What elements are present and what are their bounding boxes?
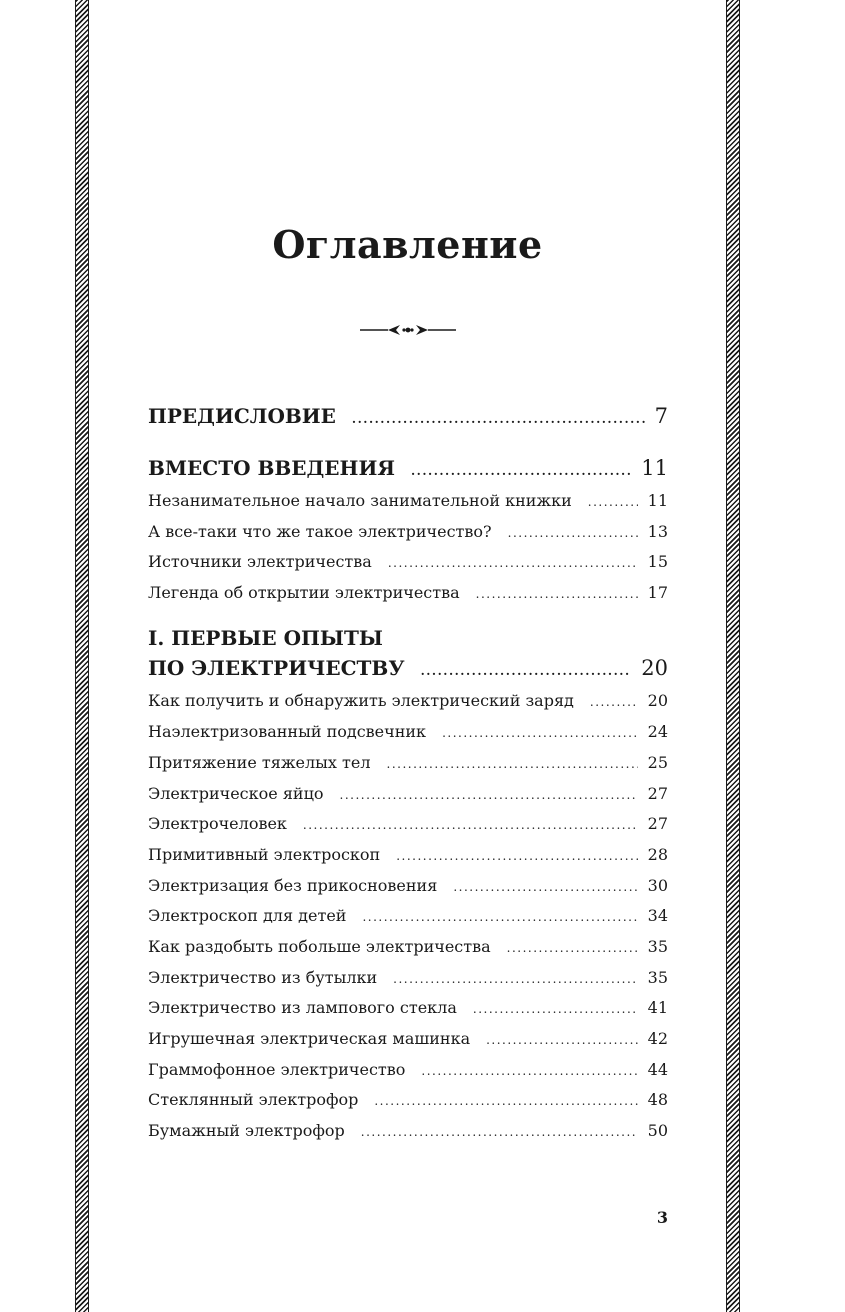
toc-entry-page: 48 [647,1090,668,1109]
dot-leader [476,587,638,601]
toc-entry-label: Электризация без прикосновения [148,876,438,895]
toc-entry[interactable] [148,522,668,541]
toc-entry-page: 35 [647,968,668,987]
toc-entry-page: 11 [647,491,668,510]
toc-entry[interactable] [148,583,668,602]
dot-leader [374,1094,637,1108]
toc-section-label-line1: I. ПЕРВЫЕ ОПЫТЫ [148,626,383,650]
toc-entry-label: Незанимательное начало занимательной книжки [148,491,572,510]
toc-entry-label: Электричество из лампового стекла [148,998,457,1017]
dot-leader [362,910,637,924]
toc-entry-label: А все-таки что же такое электричество? [148,522,492,541]
toc-entry[interactable] [148,1029,668,1048]
dot-leader [361,1125,638,1139]
dot-leader [508,526,638,540]
toc-entry[interactable] [148,906,668,925]
dot-leader [442,726,638,740]
toc-entry-label: Электрочеловек [148,814,287,833]
toc-section-page: 7 [654,404,668,428]
toc-section-introduction[interactable] [148,456,668,480]
toc-entry-page: 35 [647,937,668,956]
toc-entry-label: Граммофонное электричество [148,1060,406,1079]
toc-entry-page: 42 [647,1029,668,1048]
toc-entry-page: 30 [647,876,668,895]
toc-entry-label: Наэлектризованный подсвечник [148,722,427,741]
toc-entry[interactable] [148,998,668,1017]
dot-leader [507,941,638,955]
toc-entry[interactable] [148,1121,668,1140]
toc-entry[interactable] [148,1060,668,1079]
toc-entry[interactable] [148,1090,668,1109]
dot-leader [340,788,638,802]
toc-entry-page: 17 [647,583,668,602]
dot-leader [387,757,638,771]
toc-section-label: ПО ЭЛЕКТРИЧЕСТВУ [148,656,405,680]
toc-entry-page: 44 [647,1060,668,1079]
dot-leader [396,849,637,863]
toc-entry-label: Электричество из бутылки [148,968,378,987]
toc-entry-page: 41 [647,998,668,1017]
toc-entry-page: 15 [647,552,668,571]
toc-entry-label: Электроскоп для детей [148,906,347,925]
toc-entry[interactable] [148,552,668,571]
dot-leader [411,464,631,478]
ornament-divider-icon [360,322,456,338]
toc-entry[interactable] [148,814,668,833]
toc-section-label: ПРЕДИСЛОВИЕ [148,404,336,428]
toc-entry-page: 20 [647,691,668,710]
dot-leader [421,1064,637,1078]
dot-leader [453,880,637,894]
dot-leader [590,695,638,709]
toc-section-page: 20 [641,656,668,680]
toc-section-preface[interactable] [148,404,668,428]
dot-leader [388,556,638,570]
dot-leader [352,412,645,426]
toc-entry-page: 34 [647,906,668,925]
toc-entry-label: Стеклянный электрофор [148,1090,359,1109]
toc-entry-page: 25 [647,753,668,772]
toc-entry[interactable] [148,937,668,956]
toc-entry[interactable] [148,691,668,710]
toc-entry-page: 13 [647,522,668,541]
dot-leader [303,818,638,832]
toc-section-page: 11 [641,456,668,480]
dot-leader [486,1033,638,1047]
toc-entry-page: 27 [647,814,668,833]
dot-leader [473,1002,638,1016]
toc-entry-page: 24 [647,722,668,741]
toc-entry[interactable] [148,845,668,864]
toc-entry[interactable] [148,968,668,987]
dot-leader [588,495,638,509]
toc-entry[interactable] [148,876,668,895]
page-number: 3 [656,1208,668,1227]
toc-entry[interactable] [148,722,668,741]
dot-leader [421,664,632,678]
toc-section-first-experiments[interactable] [148,656,668,680]
toc-entry-label: Легенда об открытии электричества [148,583,460,602]
toc-entry-label: Электрическое яйцо [148,784,324,803]
toc-entry[interactable] [148,491,668,510]
toc-entry-page: 50 [647,1121,668,1140]
page-title: Оглавление [272,222,543,267]
toc-entry-label: Бумажный электрофор [148,1121,345,1140]
dot-leader [393,972,637,986]
toc-entry-label: Как раздобыть побольше электричества [148,937,491,956]
toc-entry-label: Притяжение тяжелых тел [148,753,371,772]
toc-entry-label: Источники электричества [148,552,372,571]
toc-entry-page: 28 [647,845,668,864]
toc-entry[interactable] [148,784,668,803]
toc-entry-label: Игрушечная электрическая машинка [148,1029,471,1048]
decorative-border-left [75,0,89,1312]
toc-entry-label: Примитивный электроскоп [148,845,381,864]
decorative-border-right [726,0,740,1312]
toc-section-label: ВМЕСТО ВВЕДЕНИЯ [148,456,395,480]
toc-entry-page: 27 [647,784,668,803]
toc-entry-label: Как получить и обнаружить электрический заряд [148,691,574,710]
toc-entry[interactable] [148,753,668,772]
